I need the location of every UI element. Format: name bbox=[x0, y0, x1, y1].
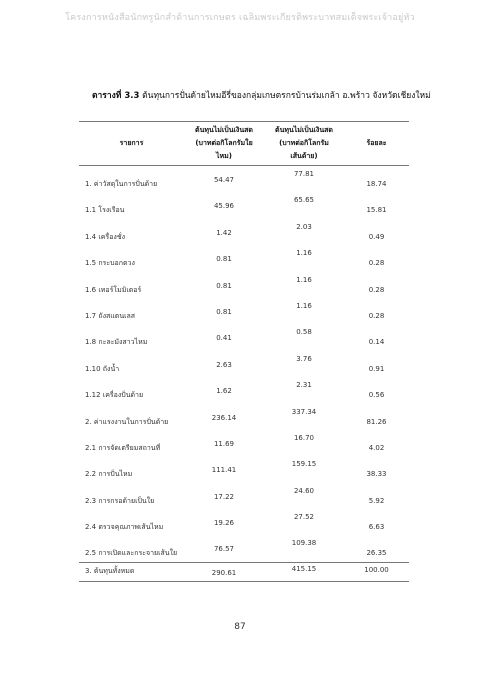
total-noncash-per-cocoon: 290.61 bbox=[211, 568, 237, 577]
table-header-row bbox=[79, 122, 409, 166]
header-item: รายการ bbox=[119, 139, 144, 147]
total-noncash-per-yarn: 415.15 bbox=[291, 564, 317, 573]
table-total-row bbox=[79, 562, 409, 581]
table-row: 1.10 ถังน้ำ 2.63 3.76 0.91 bbox=[85, 354, 385, 373]
cost-table bbox=[79, 121, 409, 582]
table-row: 1. ค่าวัสดุในการปั่นด้าย 54.47 77.81 18.74 bbox=[85, 170, 387, 188]
table-row: 2.1 การจัดเตรียมสถานที่ 11.69 16.70 4.02 bbox=[85, 433, 385, 452]
table-row: 2.5 การเปิดและกระจายเส้นใย 76.57 109.38 26.35 bbox=[85, 539, 387, 558]
table-caption-text: ต้นทุนการปั่นด้ายไหมอีรี่ของกลุ่มเกษตรกรบ้านร่มเกล้า อ.พร้าว จังหวัดเชียงใหม่ bbox=[139, 91, 431, 101]
table-row: 1.5 กระบอกตวง 0.81 1.16 0.28 bbox=[85, 249, 385, 268]
table-caption-label: ตารางที่ 3.3 bbox=[92, 91, 140, 101]
running-header: โครงการหนังสือนักทรูนักสำด้านการเกษตร เฉลิมพระเกียรติพระบาทสมเด็จพระเจ้าอยู่หัว bbox=[65, 13, 415, 23]
table-row: 2. ค่าแรงงานในการปั่นด้าย 236.14 337.34 81.26 bbox=[85, 407, 387, 426]
header-noncash-per-cocoon: ต้นทุนไม่เป็นเงินสด (บาทต่อกิโลกรัมใย ไหม) bbox=[195, 126, 253, 160]
table-row: 1.8 กะละมังสาวไหม 0.41 0.58 0.14 bbox=[85, 328, 385, 347]
table-row: 1.4 เครื่องชั่ง 1.42 2.03 0.49 bbox=[85, 222, 385, 241]
page-number: 87 bbox=[234, 622, 246, 632]
header-percent: ร้อยละ bbox=[366, 139, 387, 147]
table-row: 1.7 ถังสแตนเลส 0.81 1.16 0.28 bbox=[85, 301, 385, 320]
table-caption bbox=[92, 88, 452, 102]
table-row: 2.3 การกรอด้ายเป็นใย 17.22 24.60 5.92 bbox=[85, 486, 385, 505]
total-percent: 100.00 bbox=[364, 565, 389, 574]
header-noncash-per-yarn: ต้นทุนไม่เป็นเงินสด (บาทต่อกิโลกรัม เส้นด้าย) bbox=[275, 126, 333, 160]
total-label: 3. ต้นทุนทั้งหมด bbox=[85, 566, 135, 575]
table-row: 2.4 ตรวจคุณภาพเส้นไหม 19.26 27.52 6.63 bbox=[85, 513, 385, 532]
table-row: 2.2 การปั่นไหม 111.41 159.15 38.33 bbox=[85, 460, 387, 479]
table-row: 1.12 เครื่องปั่นด้าย 1.62 2.31 0.56 bbox=[85, 381, 385, 400]
table-row: 1.6 เทอร์โมมิเตอร์ 0.81 1.16 0.28 bbox=[85, 275, 385, 294]
table-row: 1.1 โรงเรือน 45.96 65.65 15.81 bbox=[85, 196, 387, 215]
table-body bbox=[79, 166, 409, 562]
